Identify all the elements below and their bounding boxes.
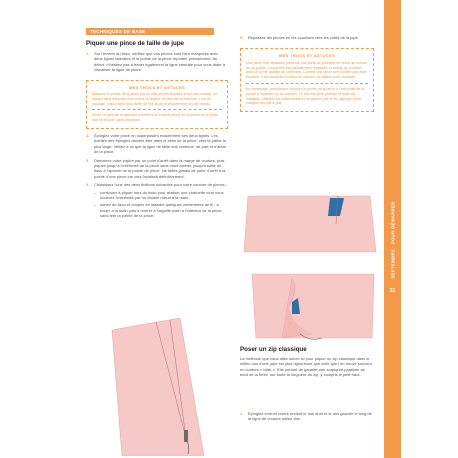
folded-skirt-illustration (248, 268, 378, 344)
step-4 (86, 182, 228, 187)
tips-text: Sinon, le pied de la machine s'arrêtera à l'endroit précis où la pointe de la pince doit se trouver, sans dépasser. (92, 113, 219, 123)
step-3 (86, 158, 228, 180)
tips-title: MES TRUCS ET ASTUCES (279, 53, 335, 59)
step-5 (240, 35, 374, 40)
step-text: Choisissez l'une des deux finitions suivantes pour votre couture de pinces : (94, 182, 227, 188)
sidebar-label-text: SEPTEMBRE · POUR DÉMARRER (390, 201, 395, 279)
step-number: 2. (86, 133, 90, 139)
step-text: Épinglez endroit contre endroit le dos droit et le dos gauche le long de la ligne de couture milieu dos. (248, 411, 372, 422)
section-title: Piquer une pince de taille de jupe (86, 40, 184, 47)
right-column (240, 32, 374, 116)
step-text: Démarrez votre piqûre par un point d'arrêt dans la marge de couture, puis piquez jusqu'à l'extrémité de la pince sans vous arrêter, jusqu'à sortir du tissu à l'aplomb de la pointe de pince. Ne faites jamais de point d'arrêt à la pointe d'une pince car cela l'épaissit définitivement. (94, 157, 226, 179)
zip-step-1 (240, 411, 374, 422)
section-tag: TECHNIQUES DE BASE (86, 28, 214, 35)
tips-text: Au repassage, positionnez toujours la pointe de la pince à l'extrémité de la pointe à repasser ou du coussin. Le dos est ainsi protégé et évite les marques. Utilisez une pattemouille et ne glissez pas le fer, appuyez pour marquer les plis à plat. (246, 87, 365, 106)
step-text: Épinglez votre pince en superposant exactement ses deux lignes. Les pointes des épingles doivent être dans le sens de la pince, vers la partie la plus large. Veillez à ce que la ligne de taille soit continue, de part et d'autre de la pince. (94, 133, 227, 155)
pressed-dart-illustration (242, 190, 380, 256)
zip-intro-text: La méthode que vous allez suivre ici pour piquer un zip classique dans le milieu dos d'une jupe est plus rigoureuse que celle que l'on trouve souvent en couture « loisir ». Elle permet de garantir une surpiqûre parallèle au bord de la fente, sur toute la longueur du zip, y compris le petit haut. (240, 356, 372, 378)
fabric-piece (244, 196, 376, 252)
bullet-item (86, 190, 228, 201)
tips-box (86, 80, 228, 129)
step-number: 3. (86, 157, 90, 163)
tips-divider (246, 83, 368, 84)
step-text: Repassez les pinces en les couchant vers les côtés de la jupe. (248, 35, 359, 40)
bullet-text: continuez à piquer hors du tissu pour réaliser une chaînette dont vous nouerez l'extrémité par un double nœud à la main ; (100, 189, 224, 201)
step-text: Sur l'envers du tissu, vérifiez que vos pinces sont bien marquées avec deux lignes latérales et la pointe de la pince reportée précisément. Au début, n'hésitez pas à tracer également la ligne centrale pour vous aider à visualiser la ligne de pliure. (94, 51, 226, 73)
bullet-text: sortez du tissu et coupez en laissant quelques centimètres de fil ; à nouer à la main puis à rentrer à l'aiguille main à l'intérieur de la pince, sans tirer la pointe de la pince. (100, 202, 223, 219)
tips-text: Marquez la pointe de la pince par un trait perpendiculaire à son axe central, en faisant ainsi déborder d'un moins la largeur du pied de la machine. Lors du piquage, il aura ainsi plus facile de finir la pince exactement au bon niveau. (92, 92, 218, 106)
bullet-dash: – (94, 202, 97, 208)
step-number: 1. (86, 51, 90, 56)
tips-title: MES TRUCS ET ASTUCES (129, 84, 185, 90)
step-1 (86, 51, 228, 73)
fabric-piece (252, 274, 374, 338)
step-number: 1. (240, 411, 244, 416)
bullet-item (86, 202, 228, 218)
tips-text: Une pince mal repassée présente une sorte de pochette en creux au niveau de sa pointe. Lorsqu'elle est parfaitement repassée, la pointe se confond avec la forme globale du vêtement. Comme une pince sert à créer une zone bombée, il est conseillé d'utiliser un coussin de tailleur pour repasser. (246, 60, 368, 80)
zip-section-title: Poser un zip classique (240, 346, 307, 353)
step-number: 4. (86, 182, 90, 188)
dart-stitching-illustration (108, 318, 208, 456)
page-number: 51 (389, 288, 396, 294)
step-2 (86, 133, 228, 155)
step-number: 5. (240, 35, 244, 40)
bullet-dash: – (94, 189, 97, 195)
left-column (86, 28, 228, 219)
fabric-piece (112, 318, 204, 456)
machine-foot (184, 430, 188, 442)
tips-box (240, 48, 374, 112)
tips-divider (92, 109, 222, 110)
sidebar-label (384, 200, 401, 280)
